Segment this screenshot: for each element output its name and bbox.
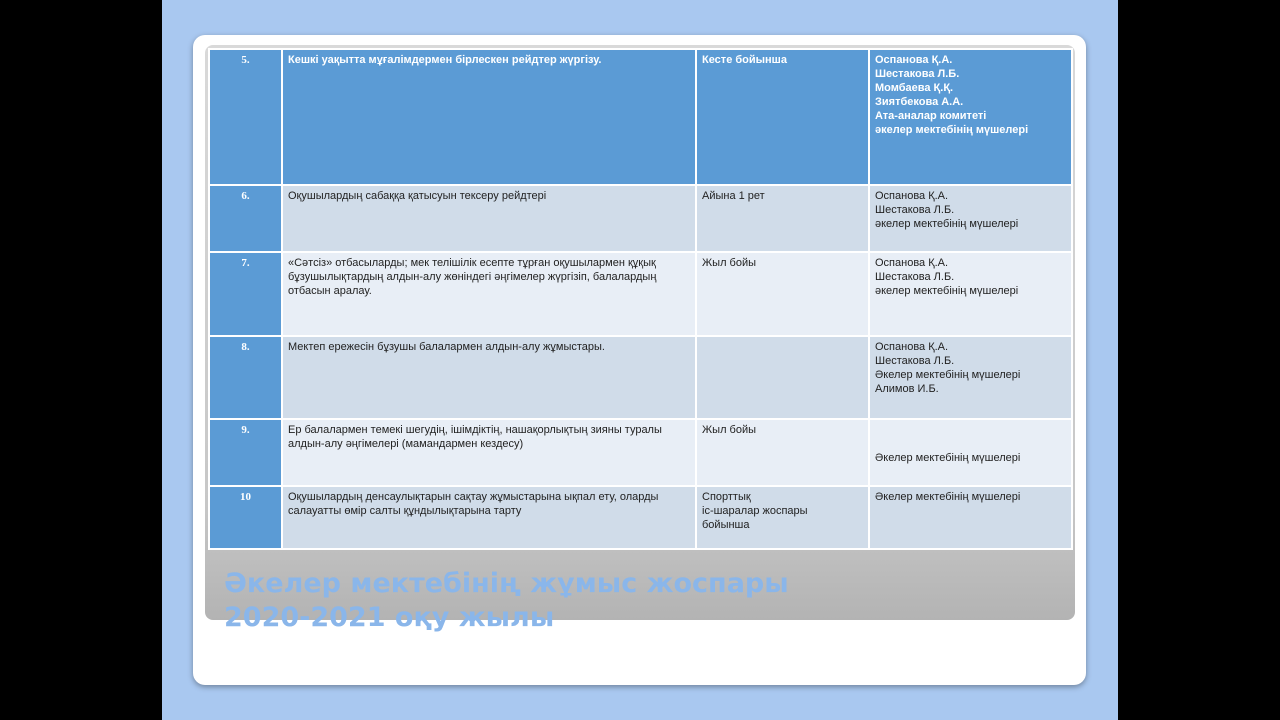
timing-cell: Айына 1 рет	[696, 185, 869, 252]
timing-cell: Жыл бойы	[696, 419, 869, 486]
row-number: 8.	[209, 336, 282, 419]
row-number: 9.	[209, 419, 282, 486]
timing-cell: Кесте бойынша	[696, 49, 869, 185]
responsible-cell: Оспанова Қ.А. Шестакова Л.Б. әкелер мектебінің мүшелері	[869, 185, 1072, 252]
slide-title	[224, 567, 789, 635]
row-number: 10	[209, 486, 282, 549]
responsible-cell: Оспанова Қ.А. Шестакова Л.Б. әкелер мектебінің мүшелері	[869, 252, 1072, 336]
row-number: 6.	[209, 185, 282, 252]
activity-cell: Оқушылардың сабаққа қатысуын тексеру рейдтері	[282, 185, 696, 252]
table-row	[209, 49, 1072, 185]
title-line-2: 2020-2021 оқу жылы	[224, 602, 555, 633]
timing-cell	[696, 336, 869, 419]
row-number: 5.	[209, 49, 282, 185]
activity-cell: Мектеп ережесін бұзушы балалармен алдын-алу жұмыстары.	[282, 336, 696, 419]
responsible-cell: Оспанова Қ.А. Шестакова Л.Б. Әкелер мектебінің мүшелері Алимов И.Б.	[869, 336, 1072, 419]
responsible-cell: Әкелер мектебінің мүшелері	[869, 486, 1072, 549]
table-row	[209, 185, 1072, 252]
table-row	[209, 419, 1072, 486]
table-row	[209, 252, 1072, 336]
activity-cell: Кешкі уақытта мұғалімдермен бірлескен рейдтер жүргізу.	[282, 49, 696, 185]
work-plan-table	[208, 48, 1071, 548]
responsible-cell: Әкелер мектебінің мүшелері	[869, 419, 1072, 486]
responsible-cell: Оспанова Қ.А. Шестакова Л.Б. Момбаева Қ.Қ. Зиятбекова А.А. Ата-аналар комитеті әкелер мектебінің мүшелері	[869, 49, 1072, 185]
activity-cell: Ер балалармен темекі шегудің, ішімдіктің, нашақорлықтың зияны туралы алдын-алу әңгімелері (мамандармен кездесу)	[282, 419, 696, 486]
table-row	[209, 486, 1072, 549]
row-number: 7.	[209, 252, 282, 336]
timing-cell: Жыл бойы	[696, 252, 869, 336]
activity-cell: Оқушылардың денсаулықтарын сақтау жұмыстарына ықпал ету, оларды салауатты өмір салты құндылықтарына тарту	[282, 486, 696, 549]
title-line-1: Әкелер мектебінің жұмыс жоспары	[224, 568, 789, 599]
table-row	[209, 336, 1072, 419]
activity-cell: «Сәтсіз» отбасыларды; мек телішілік есепте тұрған оқушылармен құқық бұзушылықтардың алдын-алу жөніндегі әңгімелер жүргізіп, балалардың отбасын аралау.	[282, 252, 696, 336]
timing-cell: Спорттық іс-шаралар жоспары бойынша	[696, 486, 869, 549]
